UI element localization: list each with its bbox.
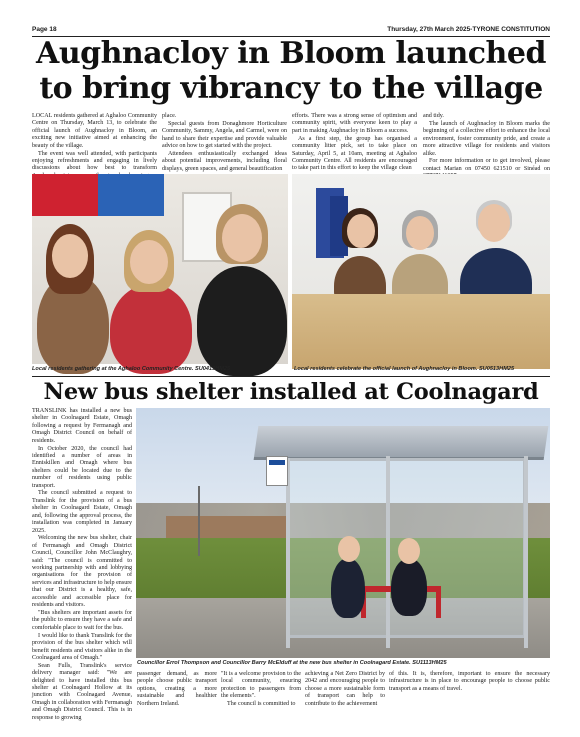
paragraph: passenger demand, as more people choose public transport options, creating a more sustainable and healthier Northern Ireland.: [137, 671, 217, 707]
paragraph: place.: [162, 113, 177, 119]
page-header: [32, 24, 550, 36]
article2-column-3: [221, 671, 301, 731]
paragraph: Special guests from Donaghmore Horticulture Community, Sammy, Angela, and Carmel, were on hand to share their expertise and provide valuable advice on how to get started with the project.: [162, 120, 287, 150]
paragraph: Attendees enthusiastically exchanged ideas about potential improvements, including floral displays, green spaces, and general beautification: [162, 151, 287, 172]
photo1-caption: Local residents gathering at the Aghaloo Community Centre. SU0413HM25: [32, 366, 231, 372]
paragraph: For more information or to get involved, please contact Marian on 07450 621510 or Sinéad on: [423, 158, 550, 172]
paragraph: In October 2020, the council had identified a number of areas in Enniskillen and Omagh where bus shelters could be located due to the number of residents using public transport.: [32, 445, 132, 489]
paragraph: "Bus shelters are important assets for the public to ensure they have a safe and comfortable place to wait for the bus.: [32, 609, 132, 631]
paragraph: LOCAL residents gathered at Aghaloo Community Centre on Thursday, March 13, to celebrate the official launch of Aughnacloy in Bloom, an exciting new initiative aimed at enhancing the beauty of the village.: [32, 113, 157, 149]
paragraph: TRANSLINK has installed a new bus shelter in Coolnagard Estate, Omagh following a request by Fermanagh and Omagh District Council on behalf of residents.: [32, 408, 132, 444]
article2-column-2: [137, 671, 217, 731]
article2-column-5: [389, 671, 550, 731]
paragraph: Welcoming the new bus shelter, chair of Fermanagh and Omagh District Council, Councillor John McClaughry, said: "The council is committed to working partnership with and lobbying organisations for the provision of services and infrastructure to help ensure that our District is a healthy, safe, accessible and accessible place for residents and visitors.: [32, 535, 132, 609]
photo-bus-shelter: [136, 408, 550, 658]
article2-column-1: [32, 408, 132, 730]
paragraph: The event was well attended, with participants enjoying refreshments and engaging in lively discussions about how best to transform: [32, 150, 157, 172]
paragraph: I would like to thank Translink for the provision of the bus shelter which will benefit residents and visitors alike in the Coolnagard area of Omagh.": [32, 632, 132, 661]
page-number: Page 18: [32, 26, 57, 33]
paragraph: efforts. There was a strong sense of optimism and community spirit, with everyone keen to play a part in making Aughnacloy in Bloom a success.: [292, 113, 417, 134]
paragraph: Sean Fulls, Translink's service delivery manager said: "We are delighted to have installed this bus shelter at Coolnagard Hollow at its junction with Coolnagard Avenue, Omagh in collaboration with Fermanagh and Omagh District Council. This is in response to growing: [32, 662, 132, 721]
paragraph: and tidy.: [423, 113, 444, 119]
section-rule: [32, 376, 550, 377]
article1-column-1: [32, 113, 157, 171]
article1-column-3: [292, 113, 417, 171]
paragraph: The council submitted a request to Translink for the provision of a bus shelter in Coolnagard Estate, Omagh and, following the approval process, the installation was completed in January 2025.: [32, 490, 132, 534]
photo-bloom-launch: [292, 174, 550, 364]
paragraph: As a first step, the group has organised a community litter pick, set to take place on Saturday, April 5, at 10am, meeting at Aghaloo Community Centre. All residents are encouraged to take part in this effort to keep the village clean: [292, 135, 417, 172]
article1-column-2: [162, 113, 287, 171]
publication-date: Thursday, 27th March 2025-TYRONE CONSTITUTION: [387, 26, 550, 33]
paragraph: The launch of Aughnacloy in Bloom marks the beginning of a collective effort to enhance the local environment, foster community pride, and create a more attractive village for residents and visitors alike.: [423, 120, 550, 157]
photo2-caption: Local residents celebrate the official launch of Aughnacloy in Bloom. SU0513HM25: [294, 366, 515, 372]
paragraph: The council is committed to: [227, 701, 296, 708]
bus-stop-sign-icon: [266, 456, 288, 486]
paragraph: "It is a welcome provision to the local community, ensuring protection to passengers from the elements".: [221, 671, 301, 700]
paragraph: achieving a Net Zero District by 2042 and encouraging people to choose a more sustainable form of transport can help to contribute to the achievement: [305, 671, 385, 707]
article2-headline: New bus shelter installed at Coolnagard: [43, 379, 539, 405]
article1-headline: Aughnacloy in Bloom launched to bring vibrancy to the village: [36, 36, 546, 106]
article1-column-4: [423, 113, 550, 171]
photo-aghaloo-residents: [32, 174, 288, 364]
photo3-caption: Councillor Errol Thompson and Councillor Barry McElduff at the new bus shelter in Coolnagard Estate. SU1113HM25: [137, 660, 447, 666]
article2-column-4: [305, 671, 385, 731]
paragraph: of this. It is, therefore, important to ensure the necessary infrastructure is in place to encourage people to choose public transport as a means of travel.: [389, 671, 550, 692]
